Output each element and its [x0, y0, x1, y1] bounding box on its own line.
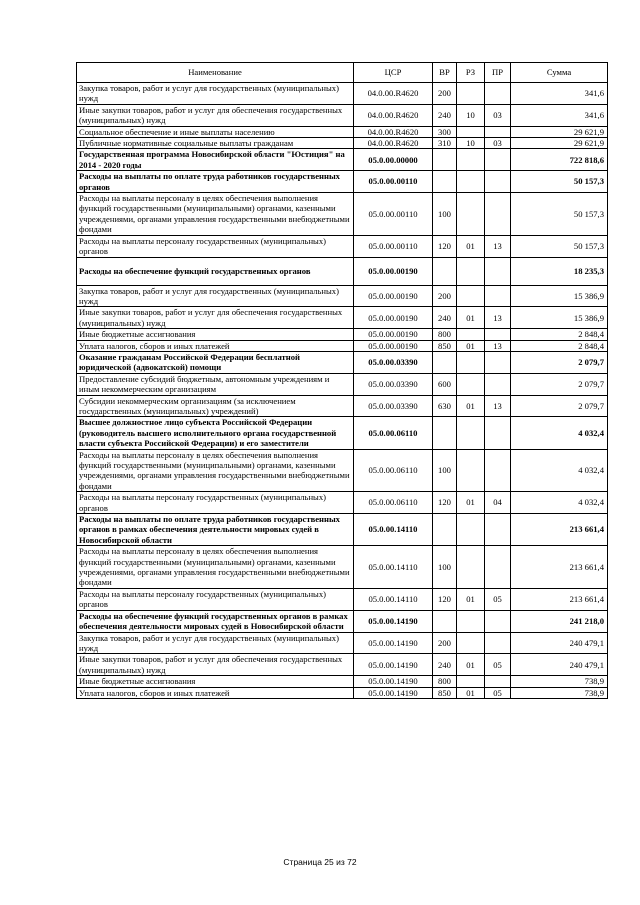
- cell-csr: 05.0.00.00110: [354, 235, 433, 257]
- cell-vr: 120: [433, 492, 457, 514]
- cell-vr: 310: [433, 138, 457, 149]
- table-row: [77, 138, 608, 149]
- cell-name: Расходы на выплаты персоналу в целях обеспечения выполнения функций государственными (муниципальными) органами, казенными учреждениями, органами управления государственными внебюджетными фондами: [77, 449, 354, 492]
- cell-sum: 15 386,9: [511, 307, 608, 329]
- cell-rz: [457, 193, 485, 236]
- table-row: [77, 373, 608, 395]
- column-header-pr: ПР: [485, 63, 511, 83]
- cell-rz: [457, 417, 485, 449]
- cell-sum: 29 621,9: [511, 126, 608, 137]
- cell-rz: 01: [457, 492, 485, 514]
- table-row: [77, 351, 608, 373]
- cell-name: Расходы на выплаты по оплате труда работников государственных органов: [77, 171, 354, 193]
- cell-rz: [457, 257, 485, 285]
- cell-name: Субсидии некоммерческим организациям (за исключением государственных (муниципальных) учреждений): [77, 395, 354, 417]
- cell-rz: 01: [457, 687, 485, 698]
- cell-sum: 738,9: [511, 676, 608, 687]
- cell-csr: 05.0.00.00110: [354, 171, 433, 193]
- cell-csr: 05.0.00.14190: [354, 610, 433, 632]
- cell-rz: [457, 351, 485, 373]
- cell-pr: [485, 285, 511, 307]
- cell-sum: 4 032,4: [511, 492, 608, 514]
- cell-sum: 213 661,4: [511, 514, 608, 546]
- page-number: Страница 25 из 72: [283, 857, 357, 867]
- cell-name: Иные бюджетные ассигнования: [77, 329, 354, 340]
- cell-sum: 2 079,7: [511, 395, 608, 417]
- cell-vr: [433, 514, 457, 546]
- cell-pr: 03: [485, 138, 511, 149]
- table-row: [77, 83, 608, 105]
- cell-csr: 05.0.00.00190: [354, 340, 433, 351]
- table-row: [77, 395, 608, 417]
- cell-pr: [485, 83, 511, 105]
- cell-vr: 800: [433, 676, 457, 687]
- cell-csr: 05.0.00.03390: [354, 395, 433, 417]
- cell-name: Закупка товаров, работ и услуг для государственных (муниципальных) нужд: [77, 83, 354, 105]
- cell-name: Публичные нормативные социальные выплаты гражданам: [77, 138, 354, 149]
- cell-vr: 600: [433, 373, 457, 395]
- table-row: [77, 126, 608, 137]
- cell-sum: 18 235,3: [511, 257, 608, 285]
- cell-pr: [485, 257, 511, 285]
- table-row: [77, 676, 608, 687]
- cell-pr: [485, 193, 511, 236]
- cell-name: Расходы на выплаты персоналу государственных (муниципальных) органов: [77, 492, 354, 514]
- cell-vr: 240: [433, 654, 457, 676]
- cell-vr: 200: [433, 632, 457, 654]
- cell-rz: [457, 373, 485, 395]
- cell-sum: 341,6: [511, 83, 608, 105]
- cell-name: Расходы на выплаты персоналу государственных (муниципальных) органов: [77, 235, 354, 257]
- cell-sum: 341,6: [511, 104, 608, 126]
- cell-csr: 05.0.00.14190: [354, 654, 433, 676]
- cell-csr: 05.0.00.14110: [354, 546, 433, 589]
- cell-sum: 241 218,0: [511, 610, 608, 632]
- cell-vr: [433, 417, 457, 449]
- cell-csr: 05.0.00.14110: [354, 588, 433, 610]
- cell-name: Социальное обеспечение и иные выплаты населению: [77, 126, 354, 137]
- cell-vr: 850: [433, 340, 457, 351]
- table-row: [77, 149, 608, 171]
- cell-sum: 50 157,3: [511, 171, 608, 193]
- table-row: [77, 588, 608, 610]
- cell-csr: 04.0.00.R4620: [354, 104, 433, 126]
- table-row: [77, 654, 608, 676]
- cell-rz: [457, 632, 485, 654]
- cell-pr: [485, 171, 511, 193]
- cell-vr: 800: [433, 329, 457, 340]
- cell-rz: [457, 149, 485, 171]
- cell-name: Расходы на обеспечение функций государственных органов в рамках обеспечения деятельности мировых судей в Новосибирской области: [77, 610, 354, 632]
- cell-sum: 213 661,4: [511, 588, 608, 610]
- cell-name: Предоставление субсидий бюджетным, автономным учреждениям и иным некоммерческим организациям: [77, 373, 354, 395]
- cell-csr: 05.0.00.06110: [354, 417, 433, 449]
- cell-sum: 15 386,9: [511, 285, 608, 307]
- cell-sum: 240 479,1: [511, 654, 608, 676]
- cell-name: Закупка товаров, работ и услуг для государственных (муниципальных) нужд: [77, 285, 354, 307]
- cell-rz: 01: [457, 340, 485, 351]
- cell-csr: 05.0.00.06110: [354, 449, 433, 492]
- cell-name: Расходы на обеспечение функций государственных органов: [77, 257, 354, 285]
- cell-pr: [485, 329, 511, 340]
- cell-pr: [485, 632, 511, 654]
- table-row: [77, 104, 608, 126]
- cell-vr: 200: [433, 285, 457, 307]
- cell-name: Уплата налогов, сборов и иных платежей: [77, 687, 354, 698]
- cell-rz: [457, 676, 485, 687]
- table-row: [77, 329, 608, 340]
- cell-pr: 13: [485, 340, 511, 351]
- cell-pr: 04: [485, 492, 511, 514]
- cell-pr: 05: [485, 588, 511, 610]
- table-row: [77, 417, 608, 449]
- cell-pr: [485, 351, 511, 373]
- cell-vr: 300: [433, 126, 457, 137]
- cell-rz: 01: [457, 588, 485, 610]
- table-row: [77, 514, 608, 546]
- cell-csr: 05.0.00.14110: [354, 514, 433, 546]
- cell-rz: [457, 83, 485, 105]
- table-row: [77, 687, 608, 698]
- cell-sum: 4 032,4: [511, 449, 608, 492]
- cell-sum: 2 079,7: [511, 351, 608, 373]
- cell-rz: [457, 285, 485, 307]
- cell-sum: 50 157,3: [511, 193, 608, 236]
- cell-vr: [433, 351, 457, 373]
- cell-vr: [433, 171, 457, 193]
- cell-csr: 05.0.00.00190: [354, 257, 433, 285]
- cell-sum: 29 621,9: [511, 138, 608, 149]
- cell-rz: [457, 126, 485, 137]
- cell-name: Высшее должностное лицо субъекта Российской Федерации (руководитель высшего исполнительного органа государственной власти субъекта Российской Федерации) и его заместители: [77, 417, 354, 449]
- cell-csr: 05.0.00.03390: [354, 351, 433, 373]
- table-row: [77, 193, 608, 236]
- table-row: [77, 340, 608, 351]
- cell-pr: [485, 449, 511, 492]
- cell-name: Расходы на выплаты персоналу в целях обеспечения выполнения функций государственными (муниципальными) органами, казенными учреждениями, органами управления государственными внебюджетными фондами: [77, 193, 354, 236]
- cell-rz: [457, 329, 485, 340]
- cell-vr: 200: [433, 83, 457, 105]
- cell-rz: 10: [457, 138, 485, 149]
- table-row: [77, 610, 608, 632]
- cell-rz: [457, 449, 485, 492]
- cell-csr: 05.0.00.00190: [354, 285, 433, 307]
- cell-pr: [485, 417, 511, 449]
- table-row: [77, 632, 608, 654]
- cell-vr: 630: [433, 395, 457, 417]
- cell-pr: [485, 610, 511, 632]
- cell-vr: 100: [433, 449, 457, 492]
- cell-sum: 2 848,4: [511, 340, 608, 351]
- column-header-name: Наименование: [77, 63, 354, 83]
- cell-name: Иные закупки товаров, работ и услуг для обеспечения государственных (муниципальных) нужд: [77, 104, 354, 126]
- cell-rz: 01: [457, 235, 485, 257]
- cell-pr: 13: [485, 395, 511, 417]
- cell-pr: 03: [485, 104, 511, 126]
- cell-sum: 240 479,1: [511, 632, 608, 654]
- cell-name: Уплата налогов, сборов и иных платежей: [77, 340, 354, 351]
- cell-rz: [457, 546, 485, 589]
- table-row: [77, 492, 608, 514]
- cell-csr: 05.0.00.14190: [354, 632, 433, 654]
- cell-name: Оказание гражданам Российской Федерации бесплатной юридической (адвокатской) помощи: [77, 351, 354, 373]
- table-row: [77, 171, 608, 193]
- cell-sum: 738,9: [511, 687, 608, 698]
- table-row: [77, 546, 608, 589]
- cell-name: Иные бюджетные ассигнования: [77, 676, 354, 687]
- cell-vr: 100: [433, 546, 457, 589]
- cell-sum: 2 848,4: [511, 329, 608, 340]
- cell-pr: 13: [485, 307, 511, 329]
- cell-csr: 05.0.00.00190: [354, 329, 433, 340]
- cell-name: Иные закупки товаров, работ и услуг для обеспечения государственных (муниципальных) нужд: [77, 307, 354, 329]
- table-row: [77, 257, 608, 285]
- cell-csr: 04.0.00.R4620: [354, 83, 433, 105]
- cell-vr: 100: [433, 193, 457, 236]
- cell-pr: [485, 546, 511, 589]
- cell-pr: [485, 373, 511, 395]
- cell-csr: 05.0.00.14190: [354, 676, 433, 687]
- cell-sum: 2 079,7: [511, 373, 608, 395]
- cell-csr: 05.0.00.03390: [354, 373, 433, 395]
- cell-name: Государственная программа Новосибирской области "Юстиция" на 2014 - 2020 годы: [77, 149, 354, 171]
- budget-table: [76, 62, 608, 699]
- table-row: [77, 307, 608, 329]
- cell-csr: 05.0.00.00000: [354, 149, 433, 171]
- cell-sum: 4 032,4: [511, 417, 608, 449]
- column-header-rz: РЗ: [457, 63, 485, 83]
- cell-rz: 10: [457, 104, 485, 126]
- cell-pr: [485, 514, 511, 546]
- cell-name: Закупка товаров, работ и услуг для государственных (муниципальных) нужд: [77, 632, 354, 654]
- cell-rz: 01: [457, 395, 485, 417]
- cell-vr: [433, 610, 457, 632]
- cell-name: Расходы на выплаты персоналу государственных (муниципальных) органов: [77, 588, 354, 610]
- cell-pr: [485, 676, 511, 687]
- cell-sum: 50 157,3: [511, 235, 608, 257]
- table-row: [77, 449, 608, 492]
- cell-rz: [457, 610, 485, 632]
- cell-vr: 240: [433, 307, 457, 329]
- cell-csr: 05.0.00.00190: [354, 307, 433, 329]
- cell-vr: [433, 257, 457, 285]
- cell-sum: 213 661,4: [511, 546, 608, 589]
- cell-vr: 120: [433, 235, 457, 257]
- table-header-row: [77, 63, 608, 83]
- table-row: [77, 235, 608, 257]
- cell-csr: 05.0.00.14190: [354, 687, 433, 698]
- cell-rz: 01: [457, 307, 485, 329]
- cell-name: Расходы на выплаты персоналу в целях обеспечения выполнения функций государственными (муниципальными) органами, казенными учреждениями, органами управления государственными внебюджетными фондами: [77, 546, 354, 589]
- cell-csr: 04.0.00.R4620: [354, 126, 433, 137]
- cell-rz: 01: [457, 654, 485, 676]
- cell-pr: 05: [485, 654, 511, 676]
- cell-pr: [485, 149, 511, 171]
- cell-name: Расходы на выплаты по оплате труда работников государственных органов в рамках обеспечения деятельности мировых судей в Новосибирской области: [77, 514, 354, 546]
- cell-vr: 240: [433, 104, 457, 126]
- cell-rz: [457, 171, 485, 193]
- cell-csr: 05.0.00.00110: [354, 193, 433, 236]
- cell-csr: 04.0.00.R4620: [354, 138, 433, 149]
- cell-sum: 722 818,6: [511, 149, 608, 171]
- cell-pr: 05: [485, 687, 511, 698]
- cell-pr: 13: [485, 235, 511, 257]
- cell-rz: [457, 514, 485, 546]
- column-header-vr: ВР: [433, 63, 457, 83]
- table-row: [77, 285, 608, 307]
- cell-vr: 850: [433, 687, 457, 698]
- table-body: [77, 83, 608, 699]
- column-header-csr: ЦСР: [354, 63, 433, 83]
- cell-csr: 05.0.00.06110: [354, 492, 433, 514]
- column-header-sum: Сумма: [511, 63, 608, 83]
- cell-vr: 120: [433, 588, 457, 610]
- cell-pr: [485, 126, 511, 137]
- cell-vr: [433, 149, 457, 171]
- cell-name: Иные закупки товаров, работ и услуг для обеспечения государственных (муниципальных) нужд: [77, 654, 354, 676]
